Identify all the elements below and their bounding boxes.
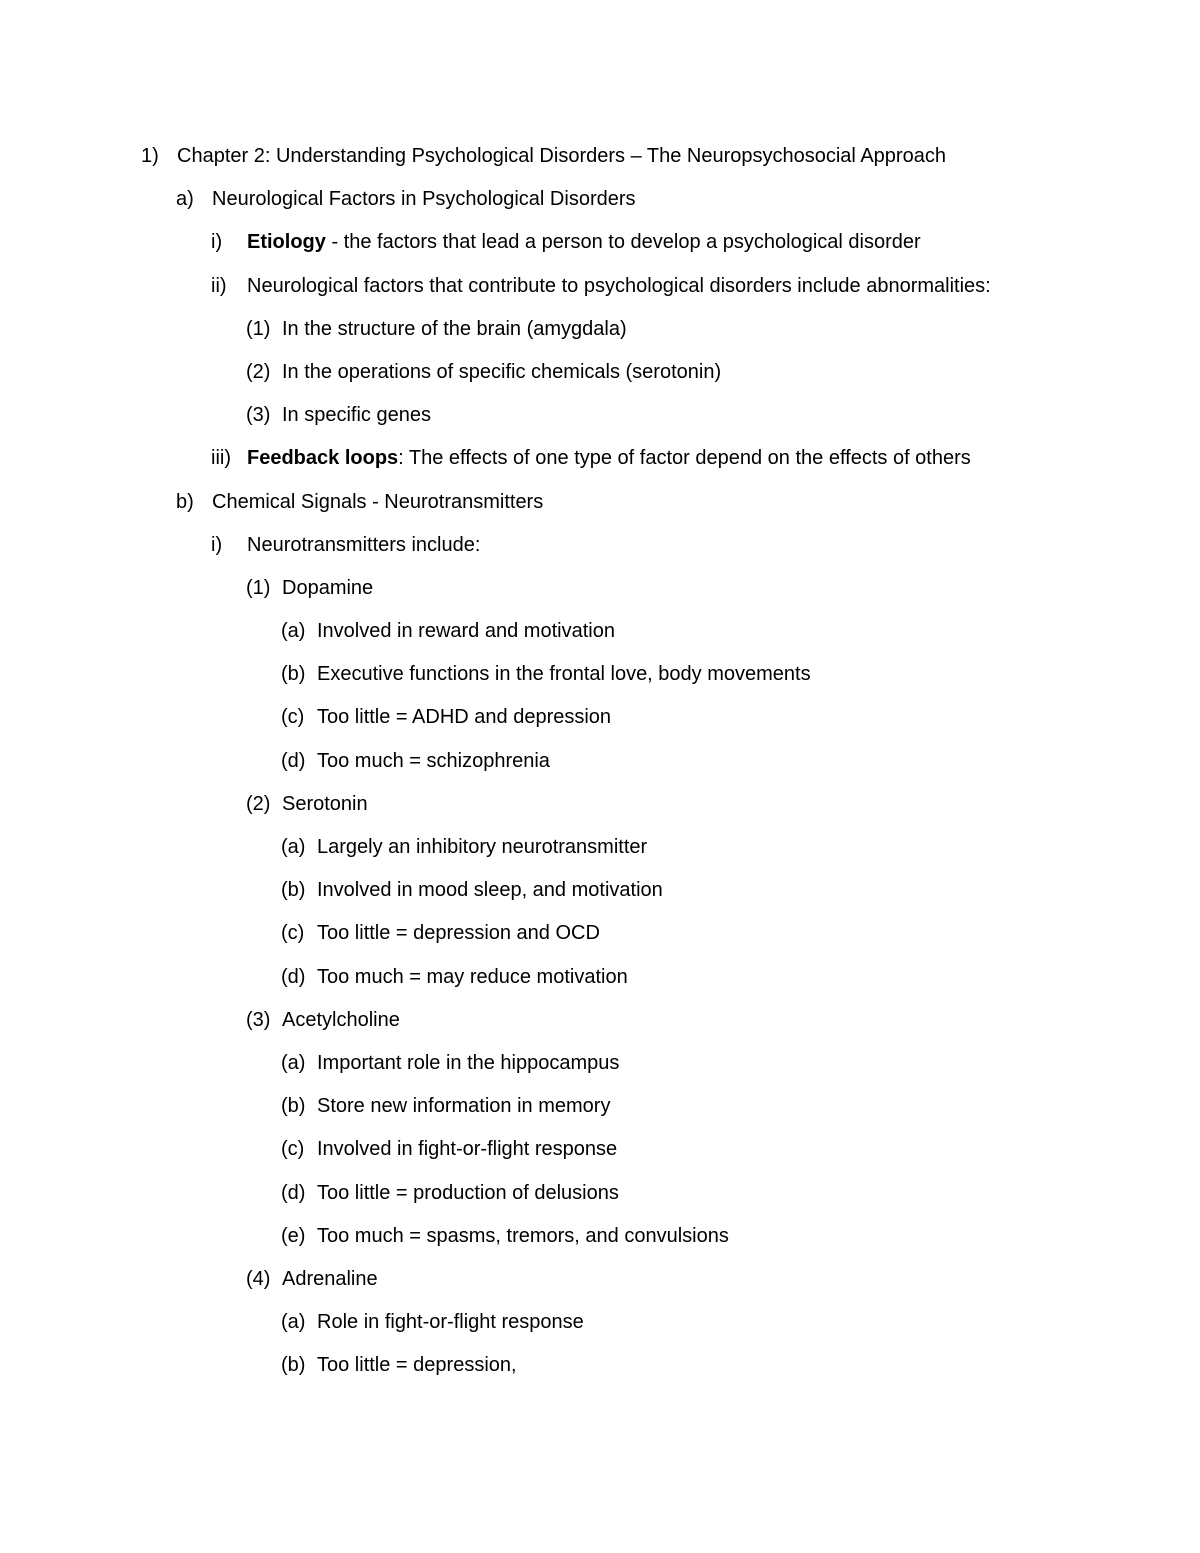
outline-text: Dopamine <box>282 576 374 599</box>
outline-item-chapter-2 <box>0 142 1200 185</box>
outline-marker: (c) <box>281 922 305 945</box>
outline-marker: b) <box>176 490 194 513</box>
outline-item <box>0 1092 1200 1135</box>
outline-marker: i) <box>211 533 223 556</box>
outline-marker: a) <box>176 188 194 211</box>
outline-item-feedback-loops <box>0 444 1200 487</box>
outline-item-structure <box>0 315 1200 358</box>
outline-marker: (1) <box>246 576 271 599</box>
outline-list <box>0 142 1200 1394</box>
outline-text: Too little = depression and OCD <box>317 922 600 945</box>
outline-item <box>0 1308 1200 1351</box>
outline-marker: (1) <box>246 317 271 340</box>
outline-marker: (d) <box>281 749 306 772</box>
outline-item <box>0 1179 1200 1222</box>
outline-text: Neurological factors that contribute to psychological disorders include abnormalities: <box>247 274 991 297</box>
outline-item <box>0 919 1200 962</box>
outline-item <box>0 1049 1200 1092</box>
outline-item <box>0 833 1200 876</box>
outline-marker: (b) <box>281 879 306 902</box>
outline-text: Executive functions in the frontal love, body movements <box>317 663 811 686</box>
outline-text: Chapter 2: Understanding Psychological Disorders – The Neuropsychosocial Approach <box>177 145 946 167</box>
outline-marker: (e) <box>281 1224 306 1247</box>
term-definition: : The effects of one type of factor depend on the effects of others <box>398 447 971 470</box>
outline-text: Too little = depression, <box>317 1354 517 1377</box>
outline-text: Too much = may reduce motivation <box>317 965 628 988</box>
outline-marker: (a) <box>281 1311 306 1334</box>
outline-item <box>0 963 1200 1006</box>
outline-item-etiology <box>0 228 1200 271</box>
outline-item-serotonin <box>0 790 1200 833</box>
outline-text-with-term <box>247 444 971 472</box>
outline-item-neurological-factors <box>0 185 1200 228</box>
outline-text: Neurological Factors in Psychological Disorders <box>212 188 636 211</box>
outline-item <box>0 1222 1200 1265</box>
outline-text: Too little = production of delusions <box>317 1181 619 1204</box>
outline-item-adrenaline <box>0 1265 1200 1308</box>
outline-item-genes <box>0 401 1200 444</box>
outline-marker: (b) <box>281 1354 306 1377</box>
outline-text: Involved in fight-or-flight response <box>317 1138 618 1161</box>
outline-marker: (b) <box>281 663 306 686</box>
outline-text: Involved in mood sleep, and motivation <box>317 879 663 902</box>
outline-item-abnormalities <box>0 272 1200 315</box>
outline-text: Too little = ADHD and depression <box>317 706 612 729</box>
outline-marker: (b) <box>281 1095 306 1118</box>
outline-text: In the operations of specific chemicals (serotonin) <box>282 360 722 383</box>
outline-text: Role in fight-or-flight response <box>317 1311 584 1334</box>
bold-term: Etiology <box>247 231 326 254</box>
outline-text: Chemical Signals - Neurotransmitters <box>212 490 544 513</box>
outline-marker: (3) <box>246 404 271 427</box>
outline-item-chemicals <box>0 358 1200 401</box>
outline-text: Involved in reward and motivation <box>317 620 615 643</box>
outline-marker: (2) <box>246 792 271 815</box>
outline-marker: iii) <box>211 447 231 470</box>
outline-text: Neurotransmitters include: <box>247 533 481 556</box>
outline-text: Store new information in memory <box>317 1095 611 1118</box>
outline-marker: (c) <box>281 706 305 729</box>
outline-marker: (2) <box>246 360 271 383</box>
term-definition: - the factors that lead a person to develop a psychological disorder <box>325 231 921 254</box>
outline-text: Adrenaline <box>282 1267 378 1290</box>
outline-text: Acetylcholine <box>282 1008 400 1031</box>
outline-text: Largely an inhibitory neurotransmitter <box>317 836 648 858</box>
outline-item-chemical-signals <box>0 488 1200 531</box>
outline-marker: i) <box>211 231 223 254</box>
outline-marker: (4) <box>246 1267 271 1290</box>
outline-marker: (d) <box>281 1181 306 1204</box>
outline-text-with-term <box>247 228 921 256</box>
outline-marker: ii) <box>211 274 227 297</box>
outline-text: In the structure of the brain (amygdala) <box>282 317 627 340</box>
outline-item <box>0 747 1200 790</box>
bold-term: Feedback loops <box>247 447 399 470</box>
outline-item-neurotransmitters-include <box>0 531 1200 574</box>
outline-text: Too much = spasms, tremors, and convulsions <box>317 1224 729 1247</box>
outline-item <box>0 876 1200 919</box>
outline-text: Too much = schizophrenia <box>317 749 550 772</box>
outline-item <box>0 617 1200 660</box>
outline-item <box>0 1135 1200 1178</box>
outline-item <box>0 660 1200 703</box>
outline-text: Serotonin <box>282 792 368 815</box>
outline-marker: 1) <box>141 145 159 167</box>
outline-item <box>0 1351 1200 1394</box>
outline-item <box>0 703 1200 746</box>
outline-marker: (a) <box>281 620 306 643</box>
outline-marker: (a) <box>281 1051 306 1074</box>
outline-marker: (c) <box>281 1138 305 1161</box>
outline-text: Important role in the hippocampus <box>317 1051 620 1074</box>
outline-text: In specific genes <box>282 404 431 427</box>
outline-item-acetylcholine <box>0 1006 1200 1049</box>
outline-marker: (3) <box>246 1008 271 1031</box>
outline-item-dopamine <box>0 574 1200 617</box>
outline-marker: (d) <box>281 965 306 988</box>
outline-marker: (a) <box>281 836 306 858</box>
